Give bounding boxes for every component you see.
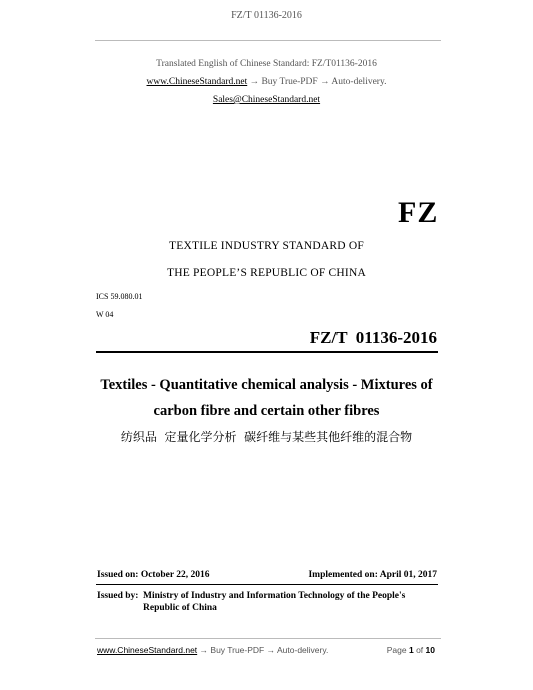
footer-divider (95, 638, 441, 639)
dates-divider (96, 584, 438, 585)
ics-code: ICS 59.080.01 (96, 292, 143, 301)
doc-title-zh: 纺织品 定量化学分析 碳纤维与某些其他纤维的混合物 (120, 430, 413, 444)
buy-pdf-text: → Buy True-PDF → Auto-delivery. (247, 77, 387, 87)
doc-title-en-line2: carbon fibre and certain other fibres (153, 403, 380, 419)
page-of: of (416, 645, 424, 655)
number-divider (96, 351, 438, 353)
doc-title-en-line1: Textiles - Quantitative chemical analysis - Mixtures of (100, 377, 433, 393)
page-current: 1 (408, 645, 414, 655)
page-indicator (387, 645, 435, 655)
footer-website-link[interactable]: www.ChineseStandard.net (97, 645, 198, 655)
header-divider (95, 40, 441, 41)
footer-buy-pdf-text: → Buy True-PDF → Auto-delivery. (197, 645, 329, 655)
ccs-code: W 04 (96, 310, 114, 319)
standard-number: FZ/T 01136-2016 (309, 328, 437, 347)
email-link[interactable]: Sales@ChineseStandard.net (212, 95, 321, 105)
translation-note-line2 (0, 77, 533, 87)
standard-title-line2: THE PEOPLE’S REPUBLIC OF CHINA (167, 267, 366, 279)
issuer-line2: Republic of China (143, 603, 217, 613)
page-total: 10 (425, 645, 435, 655)
implemented-date: Implemented on: April 01, 2017 (308, 570, 437, 580)
translation-note-line3 (0, 95, 533, 105)
footer-note (97, 645, 328, 655)
page-label: Page (386, 645, 407, 655)
website-link[interactable]: www.ChineseStandard.net (146, 77, 248, 87)
issued-date: Issued on: October 22, 2016 (97, 570, 210, 580)
issuer-label: Issued by: (97, 591, 139, 601)
issuer-line1: Ministry of Industry and Information Technology of the People's (143, 591, 406, 601)
standard-logo: FZ (398, 196, 439, 229)
translation-note-line1: Translated English of Chinese Standard: FZ/T01136-2016 (156, 59, 377, 69)
running-header: FZ/T 01136-2016 (231, 10, 302, 21)
standard-title-line1: TEXTILE INDUSTRY STANDARD OF (169, 240, 364, 252)
